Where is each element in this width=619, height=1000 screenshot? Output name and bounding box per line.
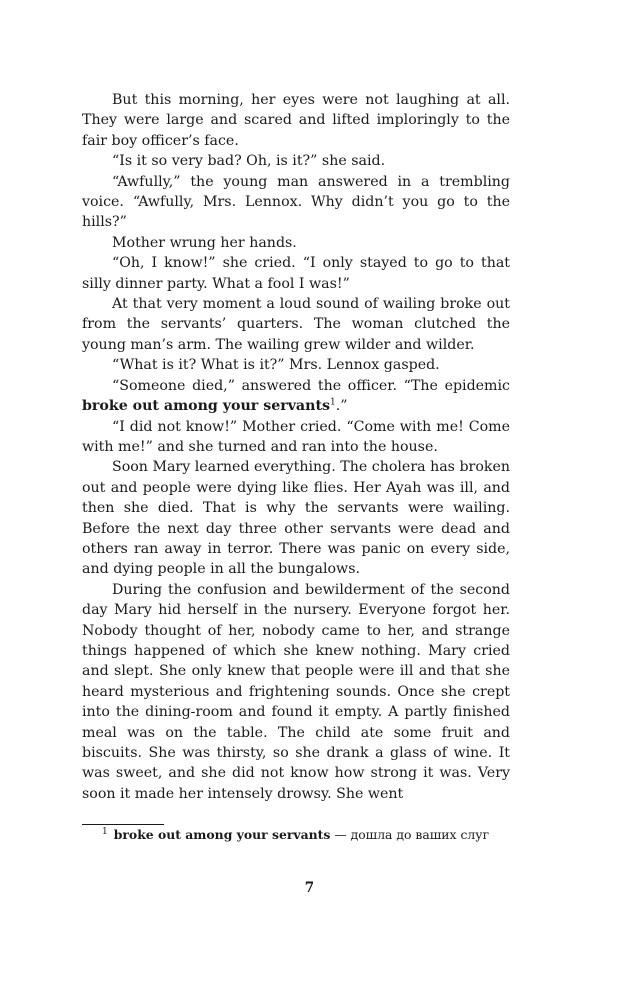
paragraph: At that very moment a loud sound of wailing broke out from the servants’ quarters. The woman clutched the young man’s arm. The wailing grew wilder and wilder. <box>82 296 510 353</box>
page-body <box>82 90 510 804</box>
paragraph: But this morning, her eyes were not laughing at all. They were large and scared and lifted imploringly to the fair boy officer’s face. <box>82 92 510 149</box>
footnote <box>82 826 510 844</box>
paragraph: “Is it so very bad? Oh, is it?” she said. <box>112 153 386 170</box>
paragraph-epidemic-tail: .” <box>335 398 348 415</box>
paragraph: During the confusion and bewilderment of the second day Mary hid herself in the nursery. Everyone forgot her. Nobody thought of her, nobody came to her, and strange things happened of which she knew nothing. Mary cried and slept. She only knew that people were ill and that she heard mysterious and frightening sounds. Once she crept into the dining-room and found it empty. A partly finished meal was on the table. The child ate some fruit and biscuits. She was thirsty, so she drank a glass of wine. It was sweet, and she did not know how strong it was. Very soon it made her intensely drowsy. She went <box>82 581 510 802</box>
paragraph: “Awfully,” the young man answered in a trembling voice. “Awfully, Mrs. Lennox. Why didn’t you go to the hills?” <box>82 173 510 231</box>
paragraph-epidemic <box>82 376 510 417</box>
paragraph: “Oh, I know!” she cried. “I only stayed to go to that silly dinner party. What a fool I was!” <box>82 255 510 292</box>
idiom-highlight: broke out among your servants <box>82 398 330 415</box>
footnote-divider <box>82 824 164 825</box>
paragraph-epidemic-lead: “Someone died,” answered the officer. “The epidemic <box>112 377 510 394</box>
footnote-translation: — дошла до ваших слуг <box>330 827 490 842</box>
footnote-marker: 1 <box>102 826 108 837</box>
footnote-term: broke out among your servants <box>113 827 331 842</box>
paragraph: “I did not know!” Mother cried. “Come with me! Come with me!” and she turned and ran into the house. <box>82 418 510 455</box>
paragraph: Mother wrung her hands. <box>112 234 297 251</box>
paragraph: Soon Mary learned everything. The cholera has broken out and people were dying like flies. Her Ayah was ill, and then she died. That is why the servants were wailing. Before the next day three other servants were dead and others ran away in terror. There was panic on every side, and dying people in all the bungalows. <box>82 459 510 578</box>
paragraph: “What is it? What is it?” Mrs. Lennox gasped. <box>112 357 440 374</box>
page-number: 7 <box>304 880 315 896</box>
footnote-reference[interactable]: 1 <box>329 397 336 408</box>
